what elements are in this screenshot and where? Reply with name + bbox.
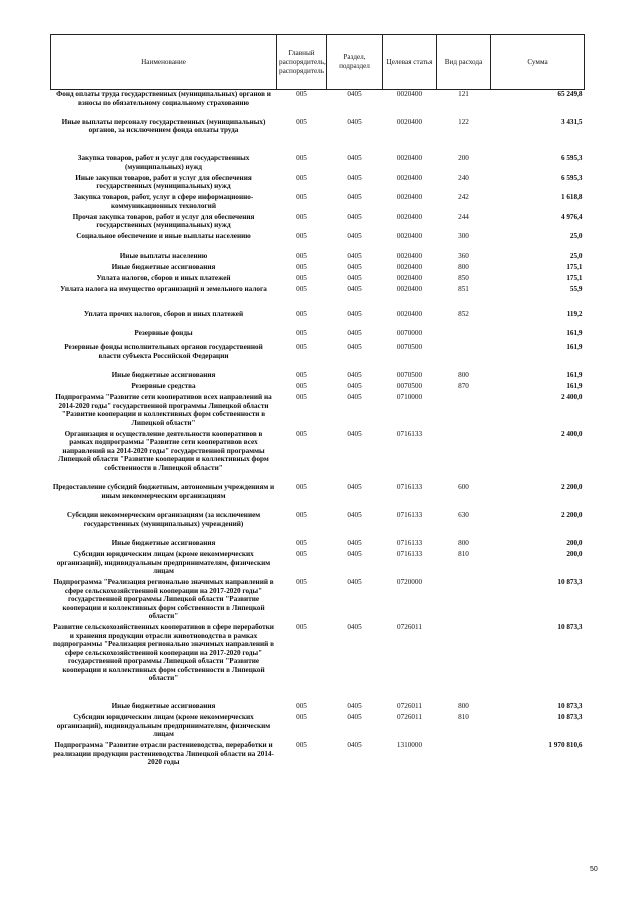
row-target: 0020400 — [396, 284, 423, 293]
row-sum: 2 400,0 — [560, 393, 583, 401]
row-sum: 25,0 — [569, 232, 583, 240]
row-section: 0405 — [347, 232, 362, 240]
table-row — [51, 343, 585, 371]
row-target: 0020400 — [396, 273, 423, 282]
row-section: 0405 — [347, 154, 362, 162]
row-admin: 005 — [296, 741, 307, 749]
row-admin: 005 — [296, 393, 307, 401]
row-expense: 630 — [458, 511, 469, 519]
row-name: Иные выплаты населению — [119, 251, 208, 260]
table-row — [51, 263, 585, 274]
row-section: 0405 — [347, 212, 362, 221]
table-row — [51, 252, 585, 263]
row-name: Резервные средства — [131, 382, 196, 390]
row-section: 0405 — [347, 262, 362, 271]
row-name: Закупка товаров, работ и услуг для государственных (муниципальных) нужд — [77, 154, 250, 171]
row-name: Иные бюджетные ассигнования — [111, 371, 216, 379]
table-row — [51, 578, 585, 623]
row-target: 0020400 — [396, 262, 423, 271]
row-admin: 005 — [296, 429, 307, 438]
row-admin: 005 — [296, 212, 307, 221]
row-section: 0405 — [347, 382, 362, 390]
row-sum: 6 595,3 — [560, 173, 583, 182]
row-name: Фонд оплаты труда государственных (муниципальных) органов и взносы по обязательному социальному страхованию — [56, 90, 271, 107]
row-expense: 800 — [458, 262, 469, 271]
row-sum: 200,0 — [566, 539, 583, 547]
row-name: Субсидии юридическим лицам (кроме некоммерческих организаций), индивидуальным предпринимателям, физическим лицам — [56, 550, 271, 575]
row-admin: 005 — [296, 702, 307, 710]
table-row — [51, 741, 585, 769]
row-target: 0070000 — [396, 329, 423, 337]
row-name: Предоставление субсидий бюджетным, автономным учреждениям и иным некоммерческим организациям — [52, 483, 275, 500]
row-target: 1310000 — [396, 741, 423, 749]
row-section: 0405 — [347, 371, 362, 379]
row-name: Иные закупки товаров, работ и услуг для обеспечения государственных (муниципальных) нужд — [75, 173, 252, 190]
row-expense: 852 — [458, 309, 469, 318]
table-row — [51, 393, 585, 430]
row-admin: 005 — [296, 173, 307, 182]
row-admin: 005 — [296, 382, 307, 390]
header-expense: Вид расхода — [437, 35, 491, 90]
row-expense: 600 — [458, 483, 469, 491]
row-sum: 55,9 — [569, 284, 583, 293]
row-sum: 10 873,3 — [557, 578, 583, 586]
row-expense: 200 — [458, 154, 469, 162]
row-sum: 161,9 — [566, 329, 583, 337]
row-expense: 300 — [458, 232, 469, 240]
table-row — [51, 193, 585, 213]
row-section: 0405 — [347, 251, 362, 260]
row-expense: 121 — [458, 90, 469, 98]
table-row — [51, 382, 585, 393]
row-name: Уплата прочих налогов, сборов и иных платежей — [83, 309, 244, 318]
row-name: Уплата налога на имущество организаций и земельного налога — [60, 284, 267, 293]
row-section: 0405 — [347, 193, 362, 201]
table-row — [51, 550, 585, 578]
row-admin: 005 — [296, 578, 307, 586]
table-row — [51, 713, 585, 741]
row-target: 0716133 — [396, 483, 423, 491]
row-target: 0020400 — [396, 309, 423, 318]
row-section: 0405 — [347, 623, 362, 631]
row-section: 0405 — [347, 309, 362, 318]
row-admin: 005 — [296, 117, 307, 126]
row-sum: 10 873,3 — [557, 702, 583, 710]
row-sum: 1 618,8 — [560, 193, 583, 201]
row-expense: 810 — [458, 713, 469, 721]
row-expense — [437, 393, 491, 430]
row-target: 0020400 — [396, 193, 423, 201]
row-name: Развитие сельскохозяйственных кооперативов в сфере переработки и хранения продукции отрасли животноводства в рамках подпрограммы "Реализация регионально значимых направлений в сфере сельскохозяйственной кооперации на 2017-2020 годы" государственной программы Липецкой области "Развитие кооперации и коллективных форм собственности в Липецкой области" — [53, 623, 274, 682]
row-admin: 005 — [296, 550, 307, 558]
row-expense: 850 — [458, 273, 469, 282]
table-row — [51, 702, 585, 713]
row-target: 0020400 — [396, 232, 423, 240]
row-sum: 119,2 — [566, 309, 583, 318]
row-name: Уплата налогов, сборов и иных платежей — [96, 273, 231, 282]
row-section: 0405 — [347, 90, 362, 98]
row-admin: 005 — [296, 193, 307, 201]
row-admin: 005 — [296, 262, 307, 271]
row-section: 0405 — [347, 429, 362, 438]
row-admin: 005 — [296, 623, 307, 631]
table-row — [51, 118, 585, 155]
row-sum: 4 976,4 — [560, 212, 583, 221]
table-row — [51, 324, 585, 344]
row-target: 0070500 — [396, 343, 423, 351]
row-target: 0070500 — [396, 371, 423, 379]
row-sum: 175,1 — [566, 262, 583, 271]
row-target: 0720000 — [396, 578, 423, 586]
row-admin: 005 — [296, 371, 307, 379]
page-number: 50 — [590, 866, 598, 873]
header-section: Раздел, подраздел — [327, 35, 383, 90]
table-row — [51, 511, 585, 539]
row-name: Закупка товаров, работ, услуг в сфере информационно-коммуникационных технологий — [73, 193, 254, 210]
row-name: Подпрограмма "Развитие отрасли растениеводства, переработки и реализации продукции растениеводства Липецкой области на 2014-2020 годы — [53, 741, 274, 766]
row-section: 0405 — [347, 713, 362, 721]
row-admin: 005 — [296, 483, 307, 491]
table-row — [51, 174, 585, 194]
row-section: 0405 — [347, 483, 362, 491]
table-row — [51, 285, 585, 305]
row-section: 0405 — [347, 284, 362, 293]
row-name: Резервные фонды исполнительных органов государственной власти субъекта Российской Федерации — [64, 343, 263, 360]
row-sum: 175,1 — [566, 273, 583, 282]
row-sum: 1 970 810,6 — [548, 741, 583, 749]
header-target: Целевая статья — [383, 35, 437, 90]
table-row — [51, 213, 585, 233]
row-target: 0726011 — [397, 623, 422, 631]
row-target: 0020400 — [396, 90, 423, 98]
table-row — [51, 483, 585, 511]
row-expense: 800 — [458, 702, 469, 710]
row-name: Прочая закупка товаров, работ и услуг для обеспечения государственных (муниципальных) нужд — [72, 212, 255, 229]
row-admin: 005 — [296, 713, 307, 721]
row-name: Иные бюджетные ассигнования — [111, 262, 216, 271]
row-expense — [437, 430, 491, 484]
row-expense: 800 — [458, 371, 469, 379]
row-name: Организация и осуществление деятельности кооперативов в рамках подпрограммы "Развитие сети кооперативов всех направлений на 2014-2020 годы" государственной программы Липецкой области "Развитие кооперации и коллективных форм собственности в Липецкой области" — [58, 429, 269, 472]
row-expense: 240 — [458, 173, 469, 182]
row-target: 0716133 — [396, 429, 423, 438]
row-section: 0405 — [347, 393, 362, 401]
row-target: 0726011 — [397, 713, 422, 721]
row-sum: 25,0 — [569, 251, 583, 260]
header-name: Наименование — [51, 35, 277, 90]
row-expense — [437, 324, 491, 344]
row-expense: 360 — [458, 251, 469, 260]
row-expense: 810 — [458, 550, 469, 558]
table-row — [51, 623, 585, 702]
row-target: 0020400 — [396, 212, 423, 221]
table-row — [51, 154, 585, 174]
header-sum: Сумма — [491, 35, 585, 90]
row-target: 0020400 — [396, 173, 423, 182]
row-section: 0405 — [347, 539, 362, 547]
table-row — [51, 90, 585, 118]
row-section: 0405 — [347, 173, 362, 182]
table-row — [51, 274, 585, 285]
row-section: 0405 — [347, 702, 362, 710]
row-admin: 005 — [296, 251, 307, 260]
row-target: 0726011 — [397, 702, 422, 710]
row-sum: 2 200,0 — [560, 483, 583, 491]
row-sum: 2 200,0 — [560, 511, 583, 519]
row-admin: 005 — [296, 309, 307, 318]
row-expense — [437, 623, 491, 702]
table-row — [51, 371, 585, 382]
row-sum: 65 249,8 — [557, 90, 583, 98]
row-sum: 200,0 — [566, 550, 583, 558]
row-expense — [437, 578, 491, 623]
row-section: 0405 — [347, 578, 362, 586]
row-sum: 161,9 — [566, 371, 583, 379]
row-sum: 161,9 — [566, 382, 583, 390]
row-name: Резервные фонды — [134, 329, 193, 337]
row-name: Подпрограмма "Развитие сети кооперативов всех направлений на 2014-2020 годы" государственной программы Липецкой области "Развитие кооперации и коллективных форм собственности в Липецкой области" — [55, 393, 272, 427]
row-sum: 3 431,5 — [560, 117, 583, 126]
row-name: Субсидии некоммерческим организациям (за исключением государственных (муниципальных) учреждений) — [66, 511, 261, 528]
row-section: 0405 — [347, 273, 362, 282]
table-row — [51, 232, 585, 252]
row-name: Иные выплаты персоналу государственных (муниципальных) органов, за исключением фонда оплаты труда — [61, 117, 266, 134]
row-expense — [437, 741, 491, 769]
row-name: Иные бюджетные ассигнования — [111, 702, 216, 710]
row-section: 0405 — [347, 741, 362, 749]
row-admin: 005 — [296, 154, 307, 162]
table-row — [51, 539, 585, 550]
row-expense: 870 — [458, 382, 469, 390]
row-name: Субсидии юридическим лицам (кроме некоммерческих организаций), индивидуальным предпринимателям, физическим лицам — [56, 713, 271, 738]
row-sum: 6 595,3 — [560, 154, 583, 162]
row-target: 0710000 — [396, 393, 423, 401]
row-expense — [437, 343, 491, 371]
row-admin: 005 — [296, 511, 307, 519]
row-admin: 005 — [296, 343, 307, 351]
row-sum: 161,9 — [566, 343, 583, 351]
row-expense: 851 — [458, 284, 469, 293]
row-admin: 005 — [296, 232, 307, 240]
table-row — [51, 430, 585, 484]
table-body — [51, 90, 585, 770]
row-sum: 10 873,3 — [557, 713, 583, 721]
row-section: 0405 — [347, 117, 362, 126]
budget-table — [50, 34, 585, 769]
row-admin: 005 — [296, 90, 307, 98]
row-sum: 2 400,0 — [560, 429, 583, 438]
row-expense: 244 — [458, 212, 469, 221]
row-name: Подпрограмма "Реализация регионально значимых направлений в сфере сельскохозяйственной кооперации на 2017-2020 годы" государственной программы Липецкой области "Развитие кооперации и коллективных форм собственности в Липецкой области" — [53, 578, 274, 620]
header-admin: Главный распорядитель, распорядитель — [277, 35, 327, 90]
row-expense: 800 — [458, 539, 469, 547]
row-name: Иные бюджетные ассигнования — [111, 539, 216, 547]
row-target: 0716133 — [396, 511, 423, 519]
row-admin: 005 — [296, 273, 307, 282]
row-section: 0405 — [347, 329, 362, 337]
row-target: 0020400 — [396, 251, 423, 260]
row-expense: 122 — [458, 117, 469, 126]
row-admin: 005 — [296, 284, 307, 293]
row-sum: 10 873,3 — [557, 623, 583, 631]
table-header-row — [51, 35, 585, 90]
row-target: 0020400 — [396, 117, 423, 126]
row-section: 0405 — [347, 550, 362, 558]
row-target: 0020400 — [396, 154, 423, 162]
row-expense: 242 — [458, 193, 469, 201]
row-admin: 005 — [296, 329, 307, 337]
row-section: 0405 — [347, 343, 362, 351]
table-row — [51, 304, 585, 324]
row-target: 0716133 — [396, 539, 423, 547]
row-admin: 005 — [296, 539, 307, 547]
row-section: 0405 — [347, 511, 362, 519]
row-target: 0070500 — [396, 382, 423, 390]
row-name: Социальное обеспечение и иные выплаты населению — [76, 232, 251, 240]
row-target: 0716133 — [396, 550, 423, 558]
